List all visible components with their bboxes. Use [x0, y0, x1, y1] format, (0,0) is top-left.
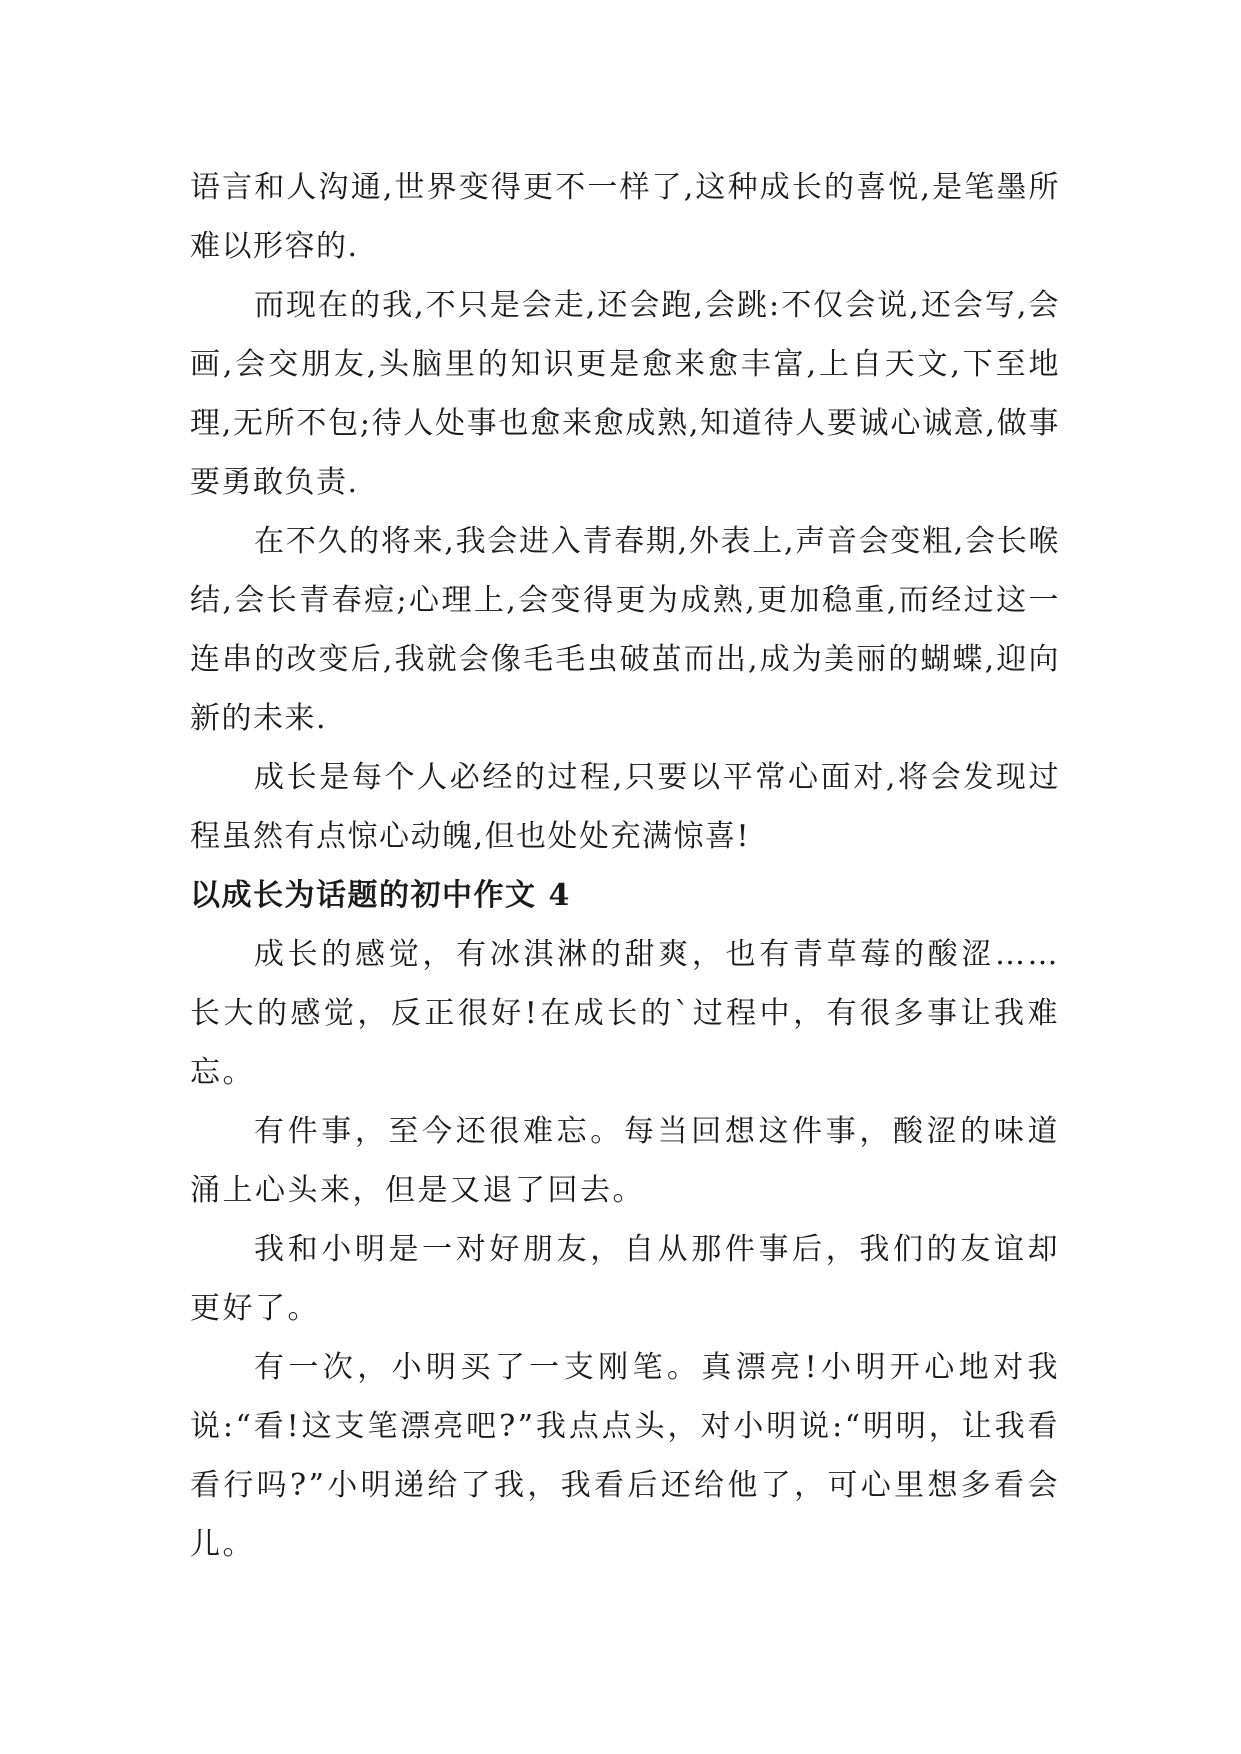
- paragraph: 在不久的将来,我会进入青春期,外表上,声音会变粗,会长喉结,会长青春痘;心理上,会变得更为成熟,更加稳重,而经过这一连串的改变后,我就会像毛毛虫破茧而出,成为美丽的蝴蝶,迎向新的未来.: [190, 524, 1060, 736]
- paragraph: 成长是每个人必经的过程,只要以平常心面对,将会发现过程虽然有点惊心动魄,但也处处充满惊喜!: [190, 760, 1060, 854]
- paragraph: 有件事，至今还很难忘。每当回想这件事，酸涩的味道涌上心头来，但是又退了回去。: [190, 1114, 1060, 1208]
- document-body: [190, 158, 1060, 1574]
- paragraph: 语言和人沟通,世界变得更不一样了,这种成长的喜悦,是笔墨所难以形容的.: [190, 170, 1060, 264]
- section-title: 以成长为话题的初中作文 4: [190, 878, 571, 913]
- paragraph: 我和小明是一对好朋友，自从那件事后，我们的友谊却更好了。: [190, 1232, 1060, 1326]
- paragraph: 而现在的我,不只是会走,还会跑,会跳:不仅会说,还会写,会画,会交朋友,头脑里的知识更是愈来愈丰富,上自天文,下至地理,无所不包;待人处事也愈来愈成熟,知道待人要诚心诚意,做事要勇敢负责.: [190, 288, 1060, 500]
- paragraph: 成长的感觉，有冰淇淋的甜爽，也有青草莓的酸涩……长大的感觉，反正很好!在成长的`过程中，有很多事让我难忘。: [190, 937, 1060, 1090]
- paragraph: 有一次，小明买了一支刚笔。真漂亮!小明开心地对我说:“看!这支笔漂亮吧?”我点点头，对小明说:“明明，让我看看行吗?”小明递给了我，我看后还给他了，可心里想多看会儿。: [190, 1350, 1060, 1562]
